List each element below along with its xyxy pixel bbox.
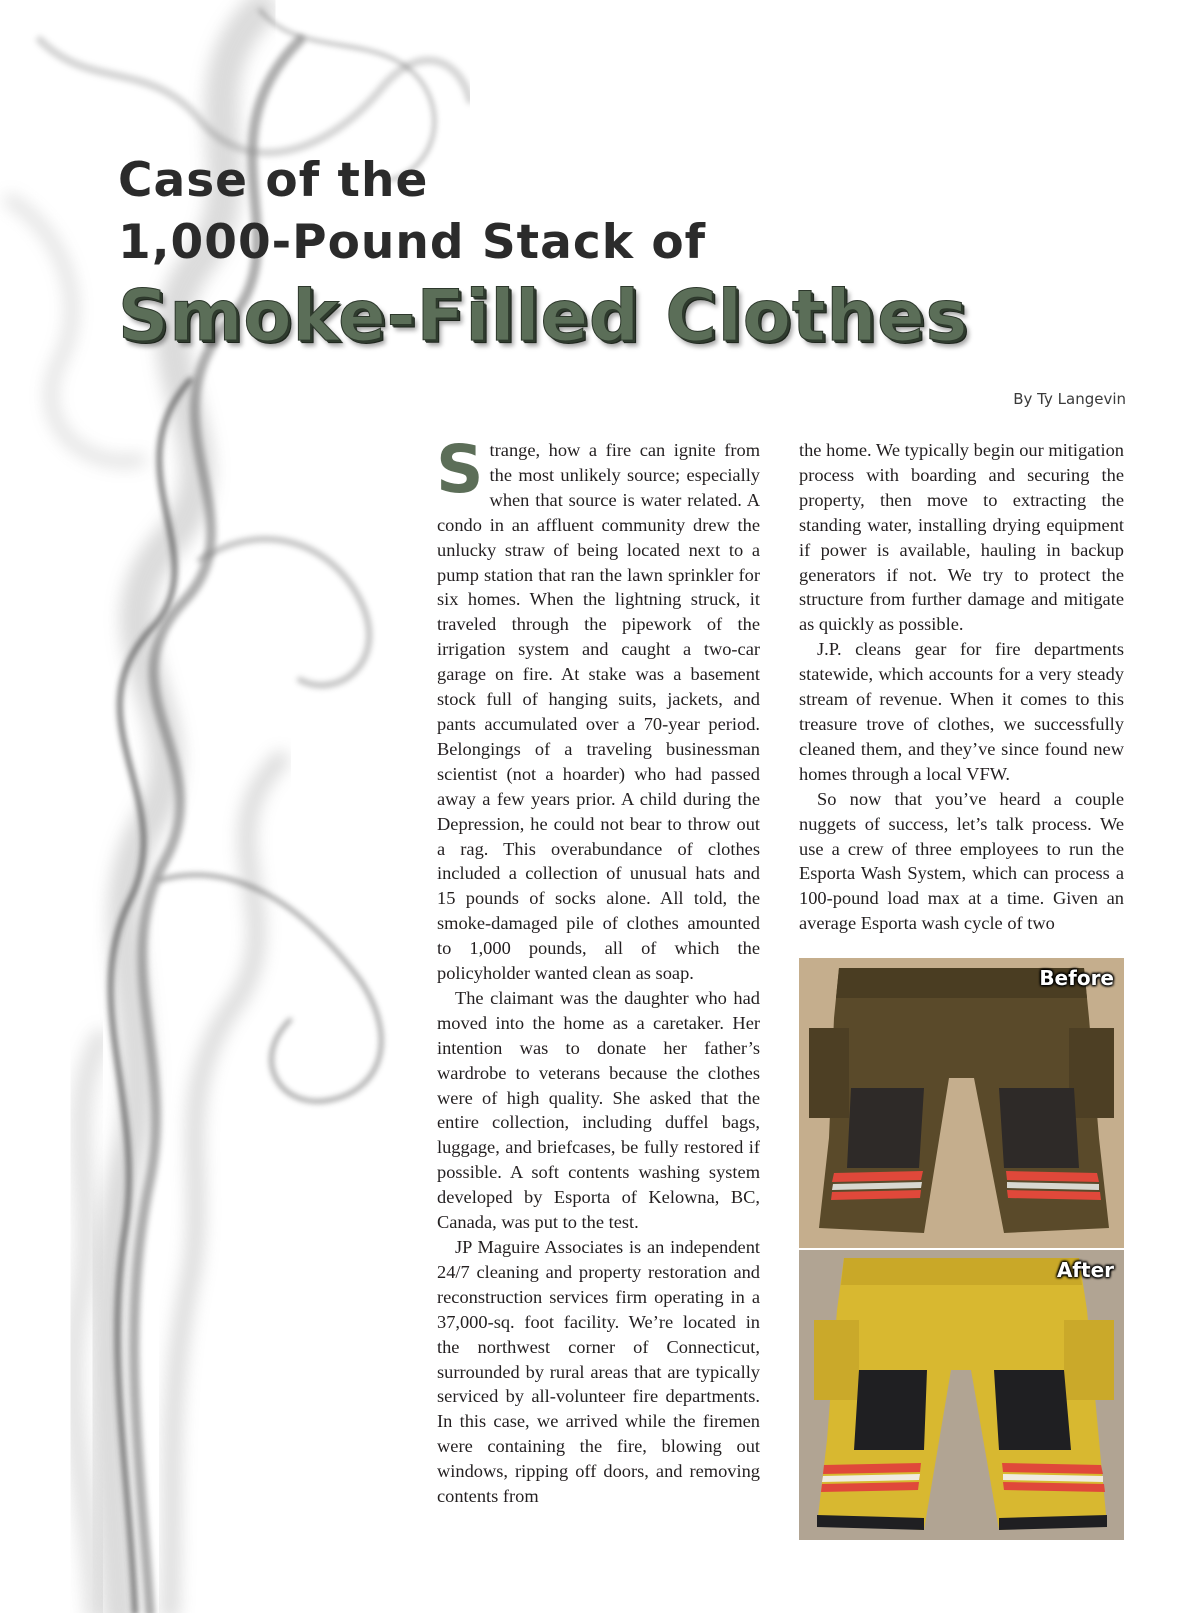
after-label: After <box>1056 1258 1114 1282</box>
article-paragraph: The claimant was the daughter who had moved into the home as a caretaker. Her intention was to donate her father’s wardrobe to veterans because the clothes were of high quality. She asked that the entire collection, including duffel bags, luggage, and briefcases, be fully restored if possible. A soft contents washing system developed by Esporta of Kelowna, BC, Canada, was put to the test. <box>437 987 760 1233</box>
article-paragraph: J.P. cleans gear for fire departments statewide, which accounts for a very steady stream of revenue. When it comes to this treasure trove of clothes, we successfully cleaned them, and they’ve since found new homes through a local VFW. <box>799 639 1124 784</box>
article-column-2 <box>799 438 1124 936</box>
drop-cap: S <box>436 431 484 508</box>
after-photo <box>799 1250 1124 1540</box>
article-paragraph: the home. We typically begin our mitigation process with boarding and securing the property, then move to extracting the standing water, installing drying equipment if power is available, hauling in backup generators if not. We try to protect the structure from further damage and mitigate as quickly as possible. <box>799 440 1124 635</box>
article-paragraph: So now that you’ve heard a couple nuggets of success, let’s talk process. We use a crew of three employees to run the Esporta Wash System, which can process a 100-pound load max at a time. Given an average Esporta wash cycle of two <box>799 788 1124 934</box>
before-photo <box>799 958 1124 1248</box>
headline-line-3: Smoke-Filled Clothes <box>118 275 969 357</box>
article-paragraph: JP Maguire Associates is an independent 24/7 cleaning and property restoration and reconstruction services firm operating in a 37,000-sq. foot facility. We’re located in the northwest corner of Connecticut, surrounded by rural areas that are typically serviced by all-volunteer fire departments. In this case, we arrived while the firemen were containing the fire, blowing out windows, ripping off doors, and removing contents from <box>437 1237 760 1507</box>
article-paragraph <box>436 431 760 986</box>
before-label: Before <box>1039 966 1114 990</box>
headline-line-1: Case of the <box>118 153 429 208</box>
before-gear-image <box>799 958 1124 1248</box>
after-gear-image <box>799 1250 1124 1540</box>
headline-line-2: 1,000-Pound Stack of <box>118 215 707 270</box>
paragraph-text: trange, how a fire can ignite from the most unlikely source; especially when that source is water related. A condo in an affluent community drew the unlucky straw of being located next to a pump station that ran the lawn sprinkler for six homes. When the lightning struck, it traveled through the pipework of the irrigation system and caught a two-car garage on fire. At stake was a basement stock full of hanging suits, jackets, and pants accumulated over a 70-year period. Belongings of a traveling businessman scientist (not a hoarder) who had passed away a few years prior. A child during the Depression, he could not bear to throw out a rag. This overabundance of clothes included a collection of unusual hats and 15 pounds of socks alone. All told, the smoke-damaged pile of clothes amounted to 1,000 pounds, all of which the policyholder wanted clean as soap. <box>437 440 760 984</box>
article-headline <box>118 150 968 358</box>
article-column-1 <box>436 431 760 1509</box>
byline: By Ty Langevin <box>1013 390 1126 408</box>
